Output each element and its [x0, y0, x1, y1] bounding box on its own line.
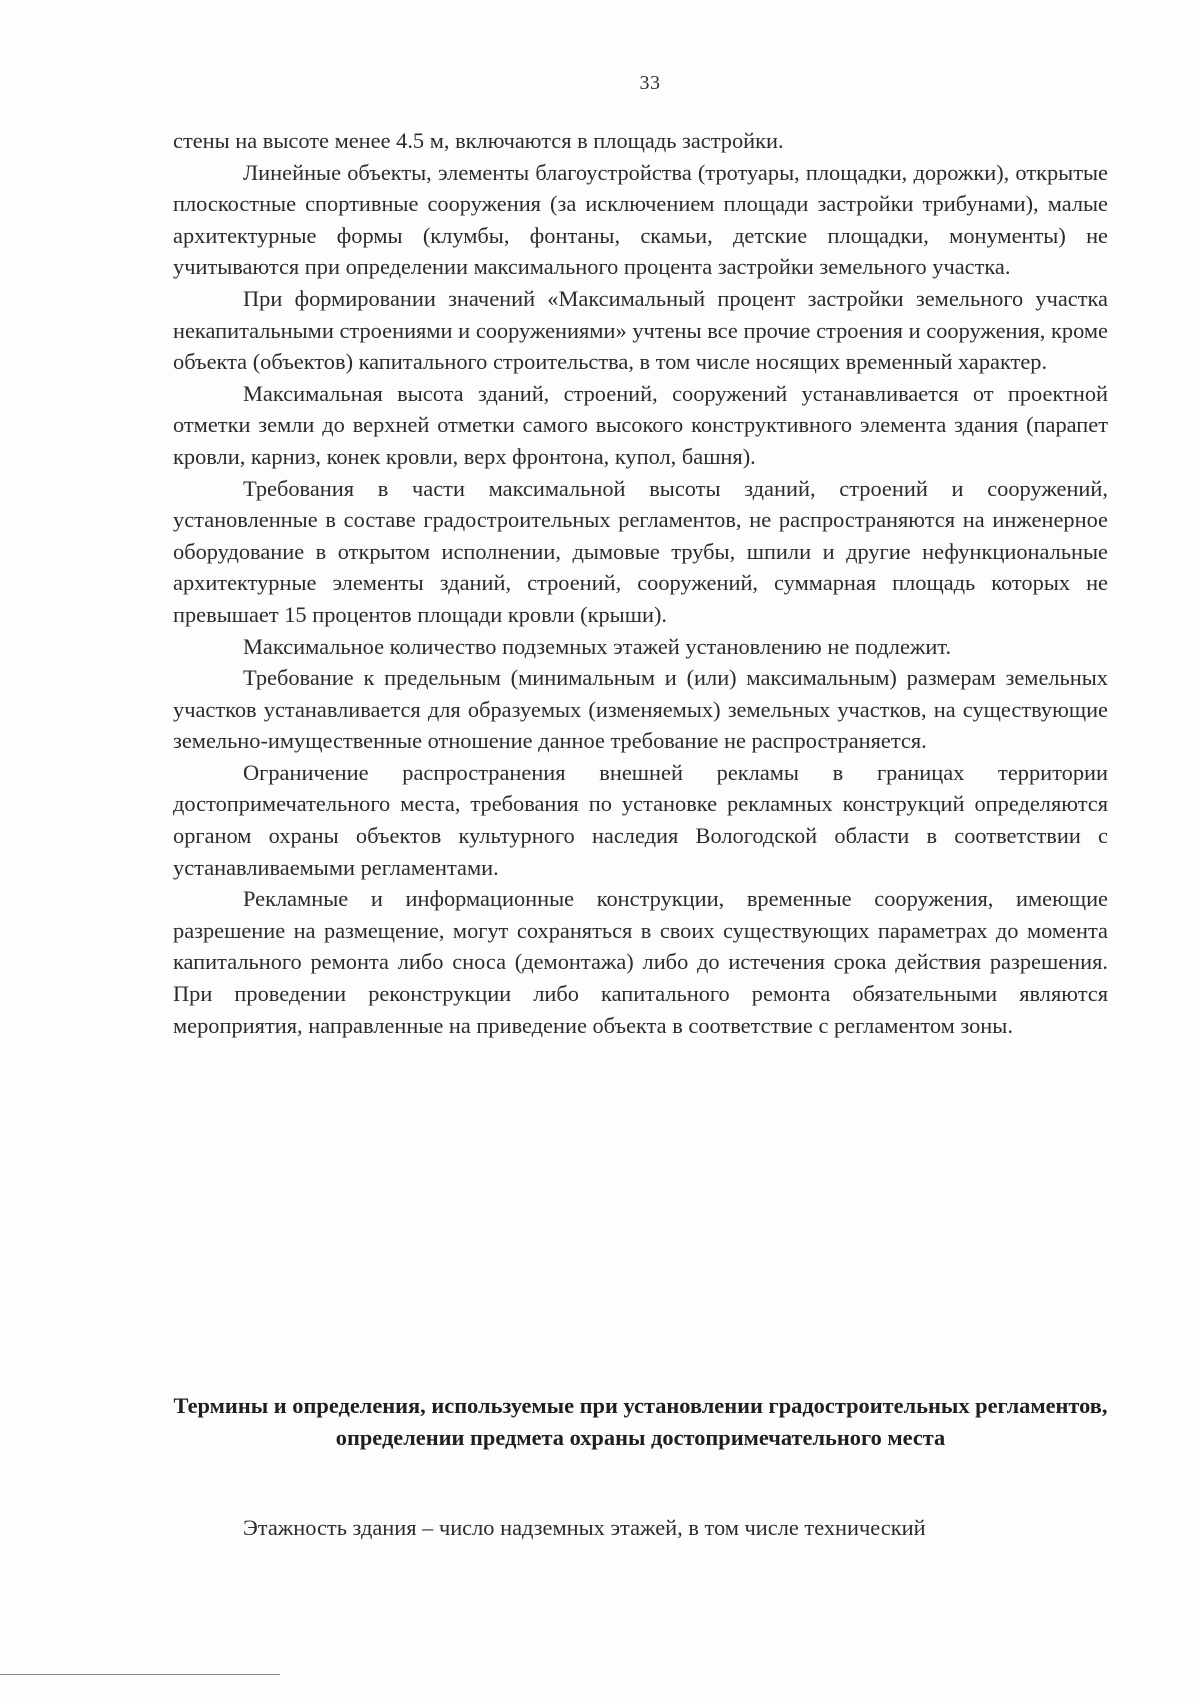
paragraph: Требование к предельным (минимальным и (или) максимальным) размерам земельных участков устанавливается для образуемых (изменяемых) земельных участков, на существующие земельно-имущественные отношение данное требование не распространяется.	[173, 665, 1108, 754]
page-number: 33	[639, 72, 661, 94]
term-definition	[173, 1512, 1108, 1544]
paragraph: Требования в части максимальной высоты зданий, строений и сооружений, установленные в составе градостроительных регламентов, не распространяются на инженерное оборудование в открытом исполнении, дымовые трубы, шпили и другие нефункциональные архитектурные элементы зданий, строений, сооружений, суммарная площадь которых не превышает 15 процентов площади кровли (крыши).	[173, 475, 1108, 627]
paragraph: Ограничение распространения внешней рекламы в границах территории достопримечательного места, требования по установке рекламных конструкций определяются органом охраны объектов культурного наследия Вологодской области в соответствии с устанавливаемыми регламентами.	[173, 759, 1108, 880]
paragraph: Линейные объекты, элементы благоустройства (тротуары, площадки, дорожки), открытые плоскостные спортивные сооружения (за исключением площади застройки трибунами), малые архитектурные формы (клумбы, фонтаны, скамьи, детские площадки, монументы) не учитываются при определении максимального процента застройки земельного участка.	[173, 159, 1108, 280]
paragraph: стены на высоте менее 4.5 м, включаются в площадь застройки.	[173, 128, 784, 153]
paragraph: Рекламные и информационные конструкции, временные сооружения, имеющие разрешение на размещение, могут сохраняться в своих существующих параметрах до момента капитального ремонта либо сноса (демонтажа) либо до истечения срока действия разрешения. При проведении реконструкции либо капитального ремонта обязательными являются мероприятия, направленные на приведение объекта в соответствие с регламентом зоны.	[173, 886, 1108, 1038]
paragraph: Максимальное количество подземных этажей установлению не подлежит.	[243, 633, 952, 659]
paragraph: При формировании значений «Максимальный процент застройки земельного участка некапитальными строениями и сооружениями» учтены все прочие строения и сооружения, кроме объекта (объектов) капитального строительства, в том числе носящих временный характер.	[173, 285, 1108, 375]
section-heading: Термины и определения, используемые при установлении градостроительных регламентов, определении предмета охраны достопримечательного места	[173, 1393, 1108, 1450]
term-paragraph: Этажность здания – число надземных этажей, в том числе технический	[243, 1515, 926, 1540]
paragraph: Максимальная высота зданий, строений, сооружений устанавливается от проектной отметки земли до верхней отметки самого высокого конструктивного элемента здания (парапет кровли, карниз, конек кровли, верх фронтона, купол, башня).	[173, 380, 1108, 469]
body-text	[173, 125, 1108, 1041]
footnote-divider	[0, 1674, 280, 1675]
